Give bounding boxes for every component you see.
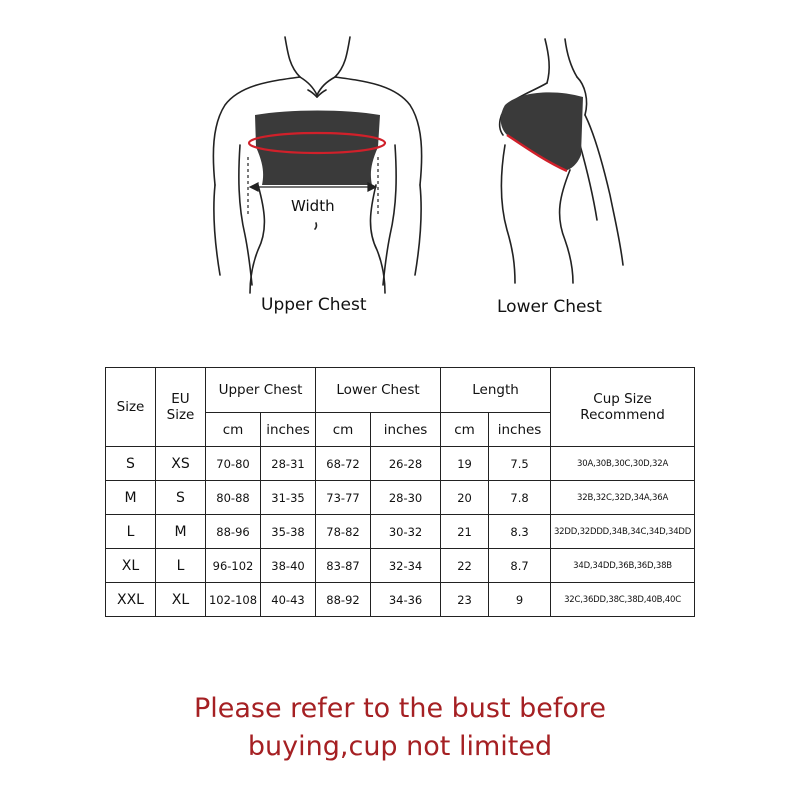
cell-upper-inches: 35-38: [261, 515, 316, 549]
cell-lower-inches: 30-32: [371, 515, 441, 549]
width-label: Width: [291, 197, 335, 215]
header-lower-chest: Lower Chest: [316, 368, 441, 413]
table-row: [106, 481, 695, 515]
cell-eu-size: M: [156, 515, 206, 549]
cell-upper-cm: 70-80: [206, 447, 261, 481]
header-length: Length: [441, 368, 551, 413]
bust-note-line1: Please refer to the bust before: [193, 693, 607, 724]
table-row: [106, 447, 695, 481]
cell-length-cm: 22: [441, 549, 489, 583]
cell-lower-cm: 88-92: [316, 583, 371, 617]
subheader-lower-inches: inches: [371, 413, 441, 447]
table-row: [106, 583, 695, 617]
cell-length-inches: 8.7: [489, 549, 551, 583]
cell-upper-cm: 88-96: [206, 515, 261, 549]
cell-length-inches: 8.3: [489, 515, 551, 549]
cell-upper-cm: 80-88: [206, 481, 261, 515]
cell-lower-inches: 32-34: [371, 549, 441, 583]
cell-eu-size: XL: [156, 583, 206, 617]
cell-eu-size: S: [156, 481, 206, 515]
cell-eu-size: L: [156, 549, 206, 583]
bust-note-line2: buying,cup not limited: [247, 731, 553, 762]
cell-upper-inches: 28-31: [261, 447, 316, 481]
cell-lower-inches: 28-30: [371, 481, 441, 515]
cell-lower-cm: 68-72: [316, 447, 371, 481]
cell-length-cm: 20: [441, 481, 489, 515]
cell-size: L: [106, 515, 156, 549]
cell-upper-inches: 40-43: [261, 583, 316, 617]
cell-lower-cm: 78-82: [316, 515, 371, 549]
upper-chest-illustration: [190, 35, 440, 295]
cell-cup-size: 32C,36DD,38C,38D,40B,40C: [551, 583, 695, 617]
subheader-upper-cm: cm: [206, 413, 261, 447]
cell-cup-size: 32DD,32DDD,34B,34C,34D,34DD: [551, 515, 695, 549]
cell-cup-size: 30A,30B,30C,30D,32A: [551, 447, 695, 481]
cell-lower-cm: 73-77: [316, 481, 371, 515]
cell-size: XXL: [106, 583, 156, 617]
cell-lower-cm: 83-87: [316, 549, 371, 583]
subheader-upper-inches: inches: [261, 413, 316, 447]
lower-chest-illustration: [485, 35, 645, 285]
cell-size: S: [106, 447, 156, 481]
cell-size: XL: [106, 549, 156, 583]
upper-chest-label: Upper Chest: [261, 295, 367, 315]
subheader-lower-cm: cm: [316, 413, 371, 447]
cell-upper-cm: 102-108: [206, 583, 261, 617]
lower-chest-label: Lower Chest: [497, 297, 602, 317]
table-row: [106, 515, 695, 549]
header-cup-size: Cup Size Recommend: [551, 368, 695, 447]
cell-lower-inches: 34-36: [371, 583, 441, 617]
header-eu-size: EU Size: [156, 368, 206, 447]
size-chart-table: [105, 367, 695, 617]
header-upper-chest: Upper Chest: [206, 368, 316, 413]
cell-lower-inches: 26-28: [371, 447, 441, 481]
cell-upper-inches: 38-40: [261, 549, 316, 583]
cell-length-cm: 19: [441, 447, 489, 481]
cell-length-inches: 7.5: [489, 447, 551, 481]
cell-length-cm: 21: [441, 515, 489, 549]
cell-size: M: [106, 481, 156, 515]
cell-length-inches: 7.8: [489, 481, 551, 515]
header-size: Size: [106, 368, 156, 447]
cell-cup-size: 32B,32C,32D,34A,36A: [551, 481, 695, 515]
table-row: [106, 549, 695, 583]
subheader-length-inches: inches: [489, 413, 551, 447]
cell-cup-size: 34D,34DD,36B,36D,38B: [551, 549, 695, 583]
cell-upper-inches: 31-35: [261, 481, 316, 515]
subheader-length-cm: cm: [441, 413, 489, 447]
cell-length-cm: 23: [441, 583, 489, 617]
bust-note: [0, 690, 800, 766]
cell-length-inches: 9: [489, 583, 551, 617]
cell-eu-size: XS: [156, 447, 206, 481]
cell-upper-cm: 96-102: [206, 549, 261, 583]
